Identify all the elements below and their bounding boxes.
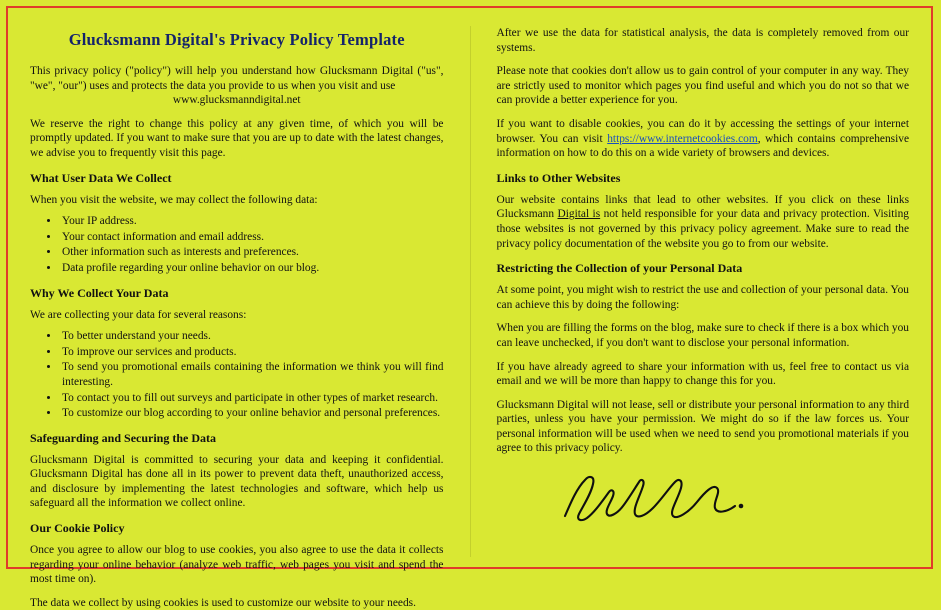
glucksmann-digital-link[interactable]: Digital is <box>557 208 601 221</box>
paragraph-cookies-control: Please note that cookies don't allow us to gain control of your computer in any way. They are strictly used to monitor which pages you find useful and which you do not so that we can provide a better experience for you. <box>496 65 909 107</box>
section-restrict-body-3: If you have already agreed to share your information with us, feel free to contact us via email and we will be more than happy to change this for you. <box>496 360 909 388</box>
collect-list <box>30 214 444 275</box>
company-website-url: www.glucksmanndigital.net <box>172 94 301 107</box>
signature <box>497 472 910 532</box>
paragraph-disable-cookies-pre: If you want to disable cookies, you can do it by accessing the settings of your internet browser. You can visit <box>496 117 909 145</box>
list-item: • Your IP address. <box>60 214 444 229</box>
section-links-body-post: not held responsible for your data and privacy protection. Visiting those websites is not governed by this privacy policy agreement. Make sure to read the privacy policy documentation of the website you go to from our website. <box>496 208 909 250</box>
list-item: • Other information such as interests and preferences. <box>60 245 444 260</box>
section-heading-safeguarding-and-securing-the-data: Safeguarding and Securing the Data <box>30 430 217 445</box>
internet-cookies-link[interactable]: https://www.internetcookies.com <box>607 132 758 145</box>
why-list <box>30 329 444 421</box>
section-heading-restricting-the-collection: Restricting the Collection of your Personal Data <box>496 261 743 276</box>
intro-paragraph-1-text: This privacy policy ("policy") will help you understand how Glucksmann Digital ("us", "we", "our") uses and protects the data you provide to us when you visit and use <box>30 65 444 92</box>
document-columns <box>8 8 931 609</box>
intro-paragraph-1 <box>30 64 444 108</box>
section-links-body <box>497 193 910 251</box>
list-item: • Your contact information and email address. <box>60 230 444 245</box>
document-page <box>6 6 933 609</box>
section-heading-what-user-data-we-collect: What User Data We Collect <box>30 170 172 185</box>
section-why-intro: We are collecting your data for several reasons: <box>30 308 247 321</box>
section-restrict-body-2: When you are filling the forms on the blog, make sure to check if there is a box which you can leave unchecked, if you don't want to disclose your personal information. <box>496 322 909 349</box>
section-heading-why-we-collect-your-data: Why We Collect Your Data <box>30 285 169 300</box>
intro-paragraph-2: We reserve the right to change this policy at any given time, of which you will be promptly updated. If you want to make sure that you are up to date with the latest changes, we advise you to frequently visit this page. <box>30 117 444 159</box>
section-collect-intro: When you visit the website, we may collect the following data: <box>30 193 318 206</box>
list-item: • To improve our services and products. <box>60 345 444 360</box>
section-cookie-body-2: The data we collect by using cookies is used to customize our website to your needs. <box>30 596 416 609</box>
left-column <box>30 26 470 609</box>
section-restrict-body-1: At some point, you might wish to restrict the use and collection of your personal data. You can achieve this by doing the following: <box>496 284 909 311</box>
section-heading-our-cookie-policy: Our Cookie Policy <box>30 521 125 536</box>
section-safeguard-body: Glucksmann Digital is committed to securing your data and keeping it confidential. Glucksmann Digital has done all in its power to prevent data theft, unauthorized access, and disclosure by implementing the latest technologies and software, which help us safeguard all the information we collect online. <box>30 453 444 510</box>
list-item: • Data profile regarding your online behavior on our blog. <box>60 261 444 276</box>
paragraph-disable-cookies-post: , which contains comprehensive information on how to do this on a wide variety of browsers and devices. <box>496 132 910 160</box>
page-title: Glucksmann Digital's Privacy Policy Template <box>68 30 405 49</box>
section-cookie-body-1: Once you agree to allow our blog to use cookies, you also agree to use the data it collects regarding your online behavior (analyze web traffic, web pages you visit and spend the most time on). <box>30 544 444 586</box>
right-column <box>470 26 910 557</box>
paragraph-statistical-analysis: After we use the data for statistical analysis, the data is completely removed from our systems. <box>496 27 909 54</box>
section-restrict-body-4: Glucksmann Digital will not lease, sell or distribute your personal information to any third parties, unless you have your permission. We might do so if the law forces us. Your personal information will be used when we need to send you promotional materials if you agree to this privacy policy. <box>496 398 910 455</box>
list-item: • To better understand your needs. <box>60 329 444 344</box>
paragraph-disable-cookies <box>497 117 910 161</box>
list-item: • To send you promotional emails containing the information we think you will find interesting. <box>60 360 444 389</box>
section-links-body-pre: Our website contains links that lead to other websites. If you click on these links Glucksmann <box>496 193 909 221</box>
list-item: • To customize our blog according to your online behavior and personal preferences. <box>60 406 444 421</box>
list-item: • To contact you to fill out surveys and participate in other types of market research. <box>60 391 444 406</box>
signature-icon <box>555 472 795 528</box>
section-heading-links-to-other-websites: Links to Other Websites <box>496 170 621 185</box>
